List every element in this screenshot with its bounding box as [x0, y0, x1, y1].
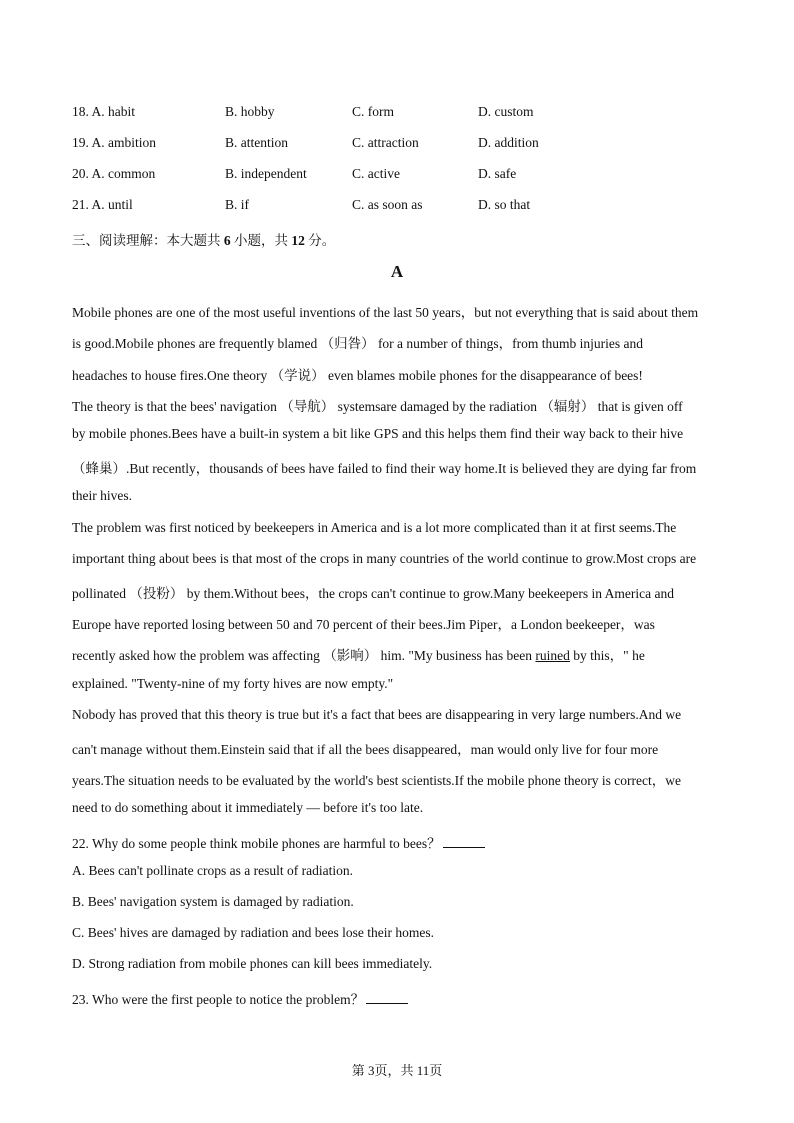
- answer-blank[interactable]: [443, 836, 485, 848]
- option-d: D. addition: [478, 135, 539, 150]
- option-c: C. as soon as: [352, 197, 423, 212]
- option-b: B. independent: [225, 166, 307, 181]
- answer-blank[interactable]: [366, 992, 408, 1004]
- passage-line: need to do something about it immediately — before it's too late.: [72, 800, 424, 815]
- option-a: 21. A. until: [72, 197, 133, 212]
- page-footer: 第 3页，共 11页: [351, 1063, 443, 1078]
- option-c: C. active: [352, 166, 400, 181]
- passage-line: important thing about bees is that most of the crops in many countries of the world continue to grow.Most crops are: [72, 551, 697, 566]
- option-c: C. attraction: [352, 135, 419, 150]
- option-d: D. custom: [478, 104, 534, 119]
- option-b: B. attention: [225, 135, 288, 150]
- question-option: A. Bees can't pollinate crops as a result of radiation.: [72, 863, 353, 878]
- option-d: D. so that: [478, 197, 531, 212]
- passage-line: by mobile phones.Bees have a built-in system a bit like GPS and this helps them find their way back to their hive: [72, 426, 684, 441]
- option-row-18: [72, 104, 732, 124]
- question-option: B. Bees' navigation system is damaged by radiation.: [72, 894, 354, 909]
- option-row-19: [72, 135, 732, 155]
- option-d: D. safe: [478, 166, 517, 181]
- option-a: 20. A. common: [72, 166, 156, 181]
- option-b: B. if: [225, 197, 250, 212]
- question-22: 22. Why do some people think mobile phones are harmful to bees？: [72, 832, 732, 852]
- passage-line: （蜂巢）.But recently，thousands of bees have failed to find their way home.It is believed they are dying far from: [72, 461, 697, 476]
- section-heading: 三、阅读理解：本大题共 6 小题，共 12 分。: [72, 233, 336, 248]
- question-option: C. Bees' hives are damaged by radiation and bees lose their homes.: [72, 925, 434, 940]
- passage-line: is good.Mobile phones are frequently blamed （归咎） for a number of things，from thumb injuries and: [72, 336, 644, 351]
- option-row-21: [72, 197, 732, 217]
- underlined-word: ruined: [535, 648, 570, 663]
- passage-line: pollinated （投粉） by them.Without bees，the crops can't continue to grow.Many beekeepers in America and: [72, 586, 674, 601]
- option-a: 19. A. ambition: [72, 135, 156, 150]
- option-c: C. form: [352, 104, 394, 119]
- passage-line: Mobile phones are one of the most useful inventions of the last 50 years，but not everything that is said about them: [72, 305, 699, 320]
- passage-line: The problem was first noticed by beekeepers in America and is a lot more complicated than it at first seems.The: [72, 520, 677, 535]
- option-row-20: [72, 166, 732, 186]
- passage-line: recently asked how the problem was affecting （影响） him. "My business has been ruined by this，" he: [72, 648, 645, 663]
- option-b: B. hobby: [225, 104, 275, 119]
- passage-line: years.The situation needs to be evaluated by the world's best scientists.If the mobile phone theory is correct，we: [72, 773, 682, 788]
- passage-title: A: [390, 262, 404, 281]
- passage-line: Nobody has proved that this theory is true but it's a fact that bees are disappearing in very large numbers.And we: [72, 707, 682, 722]
- passage-line: headaches to house fires.One theory （学说） even blames mobile phones for the disappearance of bees!: [72, 368, 643, 383]
- question-23: 23. Who were the first people to notice the problem？: [72, 988, 732, 1008]
- question-option: D. Strong radiation from mobile phones can kill bees immediately.: [72, 956, 433, 971]
- option-a: 18. A. habit: [72, 104, 135, 119]
- passage-line: their hives.: [72, 488, 132, 503]
- passage-line: can't manage without them.Einstein said that if all the bees disappeared，man would only live for four more: [72, 742, 659, 757]
- passage-line: The theory is that the bees' navigation （导航） systemsare damaged by the radiation （辐射） that is given off: [72, 399, 683, 414]
- passage-line: explained. "Twenty-nine of my forty hives are now empty.": [72, 676, 394, 691]
- passage-line: Europe have reported losing between 50 and 70 percent of their bees.Jim Piper，a London beekeeper，was: [72, 617, 655, 632]
